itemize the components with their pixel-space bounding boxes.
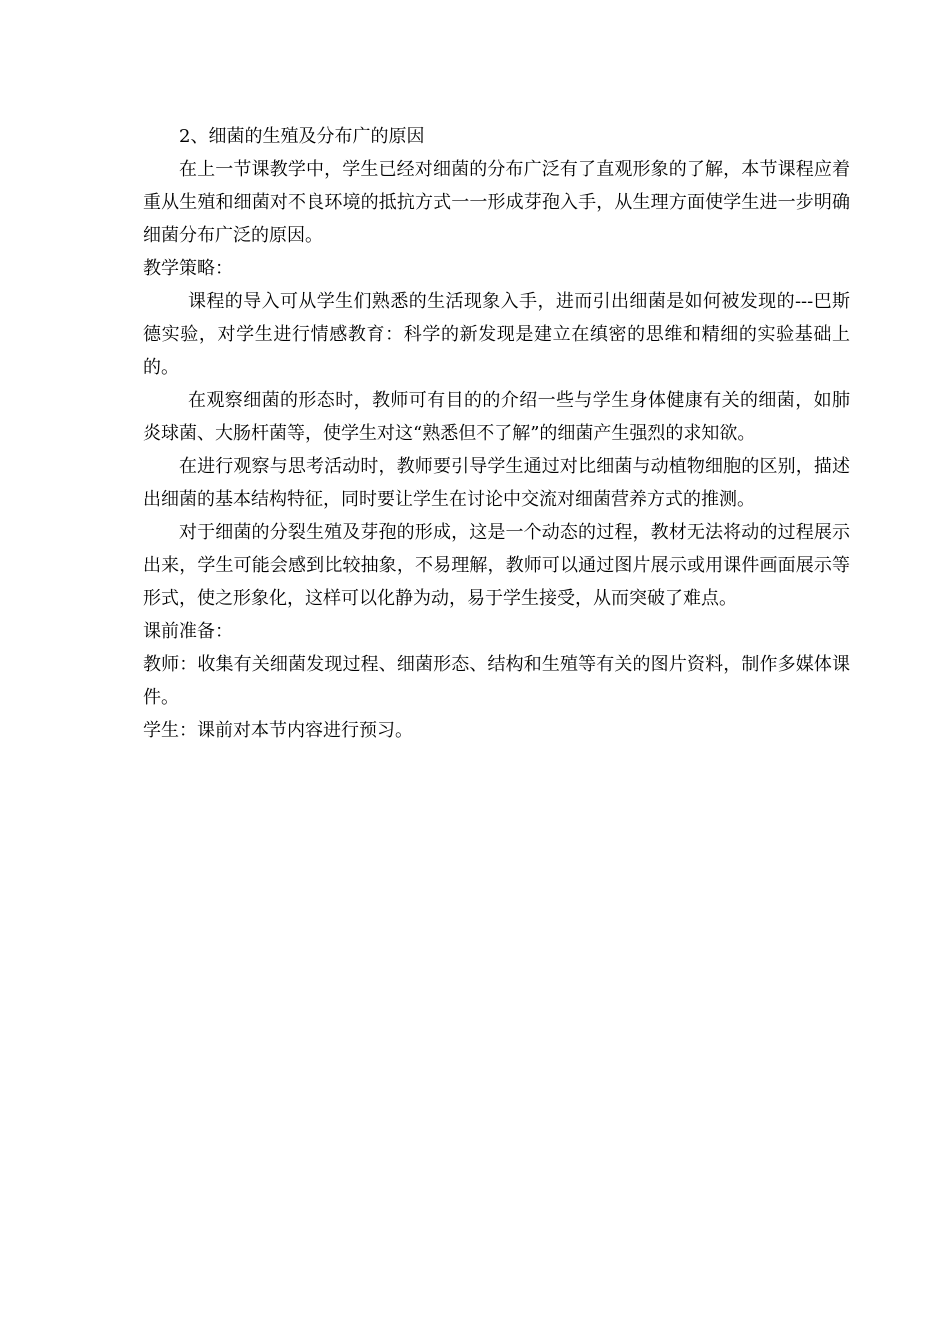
section-heading: 2、细菌的生殖及分布广的原因 (179, 126, 425, 147)
prep-teacher: 教师：收集有关细菌发现过程、细菌形态、结构和生殖等有关的图片资料，制作多媒体课件。 (143, 654, 850, 708)
intro-paragraph: 在上一节课教学中，学生已经对细菌的分布广泛有了直观形象的了解，本节课程应着重从生殖和细菌对不良环境的抵抗方式一一形成芽孢入手，从生理方面使学生进一步明确细菌分布广泛的原因。 (143, 159, 850, 246)
strategy-title: 教学策略： (143, 258, 233, 279)
strategy-paragraph-1: 课程的导入可从学生们熟悉的生活现象入手，进而引出细菌是如何被发现的---巴斯德实验，对学生进行情感教育：科学的新发现是建立在缜密的思维和精细的实验基础上的。 (143, 291, 850, 378)
document-body (143, 120, 850, 747)
strategy-paragraph-2: 在观察细菌的形态时，教师可有目的的介绍一些与学生身体健康有关的细菌，如肺炎球菌、大肠杆菌等，使学生对这“熟悉但不了解”的细菌产生强烈的求知欲。 (143, 390, 850, 444)
strategy-paragraph-3: 在进行观察与思考活动时，教师要引导学生通过对比细菌与动植物细胞的区别，描述出细菌的基本结构特征，同时要让学生在讨论中交流对细菌营养方式的推测。 (143, 456, 850, 510)
prep-student: 学生：课前对本节内容进行预习。 (143, 720, 413, 741)
strategy-paragraph-4: 对于细菌的分裂生殖及芽孢的形成，这是一个动态的过程，教材无法将动的过程展示出来，学生可能会感到比较抽象，不易理解，教师可以通过图片展示或用课件画面展示等形式，使之形象化，这样可以化静为动，易于学生接受，从而突破了难点。 (143, 522, 850, 609)
prep-title: 课前准备： (143, 621, 233, 642)
